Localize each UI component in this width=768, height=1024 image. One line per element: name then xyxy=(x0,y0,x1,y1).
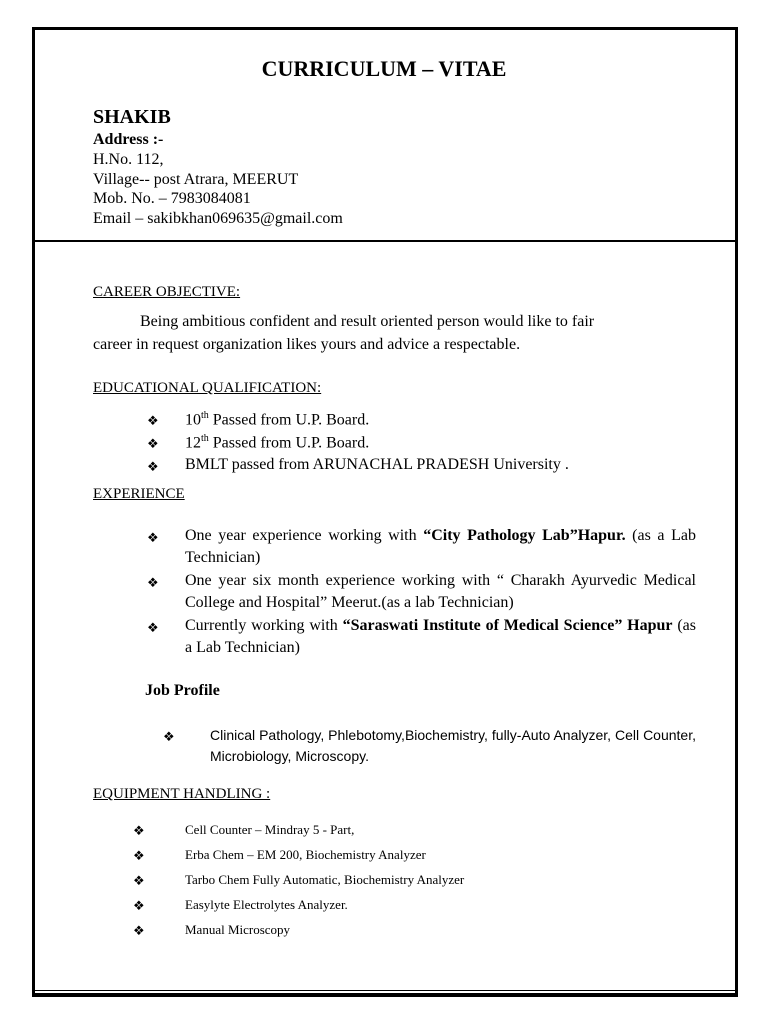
bullet-icon: ❖ xyxy=(147,413,159,428)
career-objective-heading: CAREER OBJECTIVE: xyxy=(93,284,241,300)
job-profile-text: Clinical Pathology, Phlebotomy,Biochemistry, fully-Auto Analyzer, Cell Counter, Microbiology, Microscopy. xyxy=(210,727,696,764)
equipment-item: Tarbo Chem Fully Automatic, Biochemistry Analyzer xyxy=(185,872,465,887)
address-line-house: H.No. 112, xyxy=(93,151,164,168)
document-title: CURRICULUM – VITAE xyxy=(261,56,507,81)
bullet-icon: ❖ xyxy=(133,848,145,863)
bullet-icon: ❖ xyxy=(133,873,145,888)
experience-heading: EXPERIENCE xyxy=(93,486,185,502)
bullet-icon: ❖ xyxy=(147,575,159,590)
bullet-icon: ❖ xyxy=(147,459,159,474)
experience-item: One year experience working with “City Pathology Lab”Hapur. (as a Lab Technician) xyxy=(185,527,696,566)
candidate-name: SHAKIB xyxy=(93,106,171,128)
equipment-item: Cell Counter – Mindray 5 - Part, xyxy=(185,822,355,837)
education-item: 12th Passed from U.P. Board. xyxy=(185,433,370,452)
equipment-item: Easylyte Electrolytes Analyzer. xyxy=(185,897,348,912)
address-label: Address :- xyxy=(93,131,164,148)
equipment-heading: EQUIPMENT HANDLING : xyxy=(93,786,271,802)
bullet-icon: ❖ xyxy=(133,898,145,913)
career-objective-line-2: career in request organization likes yours and advice a respectable. xyxy=(93,336,521,353)
career-objective-line-1: Being ambitious confident and result oriented person would like to fair xyxy=(140,313,595,330)
email-address: Email – sakibkhan069635@gmail.com xyxy=(93,210,343,227)
job-profile-heading: Job Profile xyxy=(145,682,220,699)
experience-item: One year six month experience working with “ Charakh Ayurvedic Medical College and Hospital” Meerut.(as a lab Technician) xyxy=(185,572,696,611)
bullet-icon: ❖ xyxy=(163,729,175,744)
address-line-village: Village-- post Atrara, MEERUT xyxy=(93,171,299,188)
education-item: BMLT passed from ARUNACHAL PRADESH University . xyxy=(185,456,569,473)
bullet-icon: ❖ xyxy=(133,923,145,938)
bullet-icon: ❖ xyxy=(147,436,159,451)
mobile-number: Mob. No. – 7983084081 xyxy=(93,190,251,207)
bullet-icon: ❖ xyxy=(147,620,159,635)
equipment-item: Manual Microscopy xyxy=(185,922,291,937)
equipment-item: Erba Chem – EM 200, Biochemistry Analyzer xyxy=(185,847,426,862)
experience-item: Currently working with “Saraswati Institute of Medical Science” Hapur (as a Lab Technician) xyxy=(185,617,697,656)
bullet-icon: ❖ xyxy=(133,823,145,838)
bullet-icon: ❖ xyxy=(147,530,159,545)
education-item: 10th Passed from U.P. Board. xyxy=(185,410,370,429)
education-heading: EDUCATIONAL QUALIFICATION: xyxy=(93,380,322,396)
header-divider xyxy=(35,240,735,242)
page-border-bottom xyxy=(32,990,738,994)
